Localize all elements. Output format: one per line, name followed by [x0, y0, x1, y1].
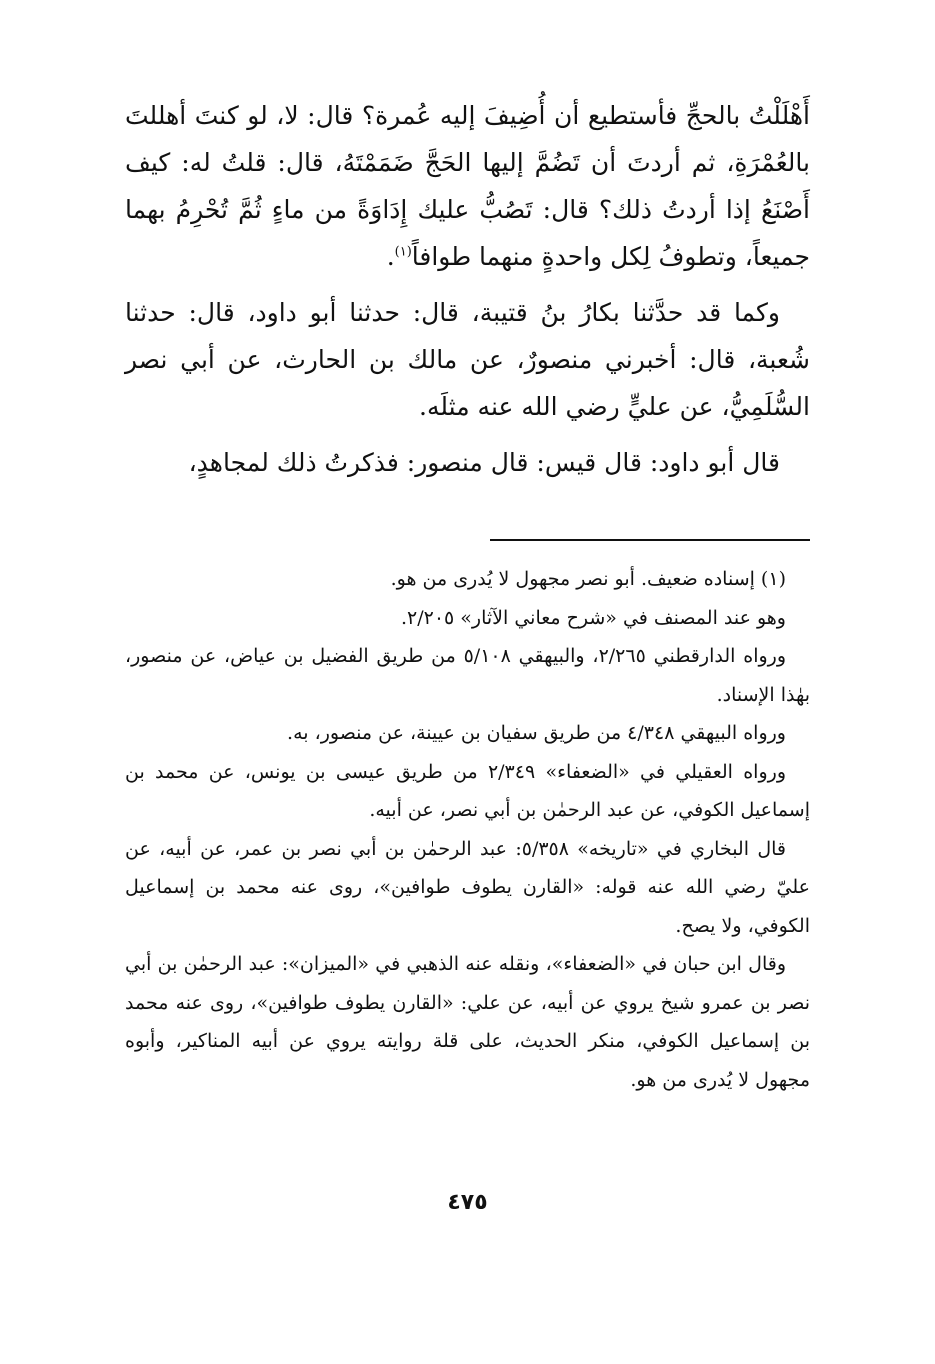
main-paragraph: وكما قد حدَّثنا بكارُ بنُ قتيبة، قال: حدثنا أبو داود، قال: حدثنا شُعبة، قال: أخبرني منصورٌ، عن مالك بن الحارث، عن أبي نصر السُّلَمِيُّ، عن عليٍّ رضي الله عنه مثلَه.: [125, 298, 810, 421]
main-paragraph: [125, 92, 810, 280]
paragraph-end-punctuation: .: [386, 242, 395, 271]
footnote-line: ورواه العقيلي في «الضعفاء» ٢/٣٤٩ من طريق عيسى بن يونس، عن محمد بن إسماعيل الكوفي، عن عبد الرحمٰن بن أبي نصر، عن أبيه.: [125, 760, 810, 821]
main-paragraph: قال أبو داود: قال قيس: قال منصور: فذكرتُ ذلك لمجاهدٍ،: [188, 448, 780, 477]
footnote-line: وقال ابن حبان في «الضعفاء»، ونقله عنه الذهبي في «الميزان»: عبد الرحمٰن بن أبي نصر بن عمرو شيخ يروي عن أبيه، عن علي: «القارن يطوف طوافين»، روى عنه محمد بن إسماعيل الكوفي، منكر الحديث، على قلة روايته يروي عن أبيه المناكير، وأبوه مجهول لا يُدرى من هو.: [125, 953, 810, 1091]
footnote-line: قال البخاري في «تاريخه» ٥/٣٥٨: عبد الرحمٰن بن أبي نصر بن عمر، عن أبيه، عن عليّ رضي الله عنه قوله: «القارن يطوف طوافين»، روى عنه محمد بن إسماعيل الكوفي، ولا يصح.: [125, 837, 810, 937]
footnote-line: ورواه البيهقي ٤/٣٤٨ من طريق سفيان بن عيينة، عن منصور، به.: [287, 722, 786, 744]
page-number: ٤٧٥: [447, 1190, 488, 1215]
footnote-line: ورواه الدارقطني ٢/٢٦٥، والبيهقي ٥/١٠٨ من طريق الفضيل بن عياض، عن منصور، بهٰذا الإسناد.: [125, 645, 810, 706]
footnotes: [125, 560, 810, 1099]
footnote-line: وهو عند المصنف في «شرح معاني الآثار» ٢/٢٠٥.: [400, 606, 786, 629]
main-paragraph-text: أَهْلَلْتُ بالحجِّ فأستطيع أن أُضِيفَ إليه عُمرة؟ قال: لا، لو كنتَ أهللتَ بالعُمْرَةِ، ثم أردتَ أن تَضُمَّ إليها الحَجَّ ضَمَمْتَهُ، قال: قلتُ له: كيف أَصْنَعُ إذا أردتُ ذلك؟ قال: تَصُبُّ عليك إِدَاوَةً من ماءٍ ثُمَّ تُحْرِمُ بهما جميعاً، وتطوفُ لِكل واحدةٍ منهما طوافاً: [125, 101, 810, 271]
footnote-line: (١) إسناده ضعيف. أبو نصر مجهول لا يُدرى من هو.: [390, 568, 786, 590]
footnote-marker: (١): [394, 244, 412, 260]
footnote-separator: [490, 539, 810, 541]
main-text: [125, 92, 810, 486]
